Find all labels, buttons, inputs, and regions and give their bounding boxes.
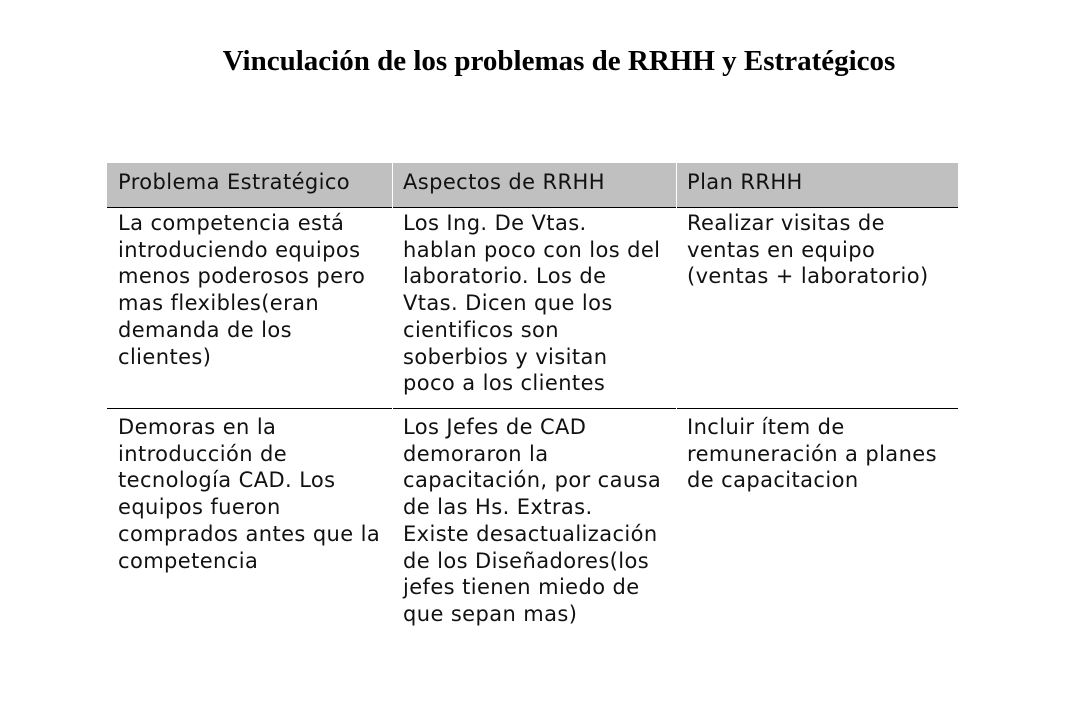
slide-title: Vinculación de los problemas de RRHH y Estratégicos bbox=[222, 45, 896, 77]
row2-problema: Demoras en la introducción de tecnología CAD. Los equipos fueron comprados antes que la competencia bbox=[118, 415, 381, 573]
row1-problema: La competencia está introduciendo equipos menos poderosos pero mas flexibles(eran demanda de los clientes) bbox=[118, 211, 366, 369]
column-divider bbox=[676, 163, 677, 641]
row1-aspectos: Los Ing. De Vtas. hablan poco con los del laboratorio. Los de Vtas. Dicen que los cientificos son soberbios y visitan poco a los clientes bbox=[403, 211, 661, 396]
row2-plan: Incluir ítem de remuneración a planes de capacitacion bbox=[687, 415, 937, 493]
row-divider bbox=[107, 408, 958, 409]
column-divider bbox=[392, 163, 393, 641]
header-divider bbox=[107, 207, 958, 208]
header-aspectos-rrhh: Aspectos de RRHH bbox=[403, 170, 605, 194]
header-problema-estrategico: Problema Estratégico bbox=[118, 170, 351, 194]
header-plan-rrhh: Plan RRHH bbox=[687, 170, 803, 194]
row2-aspectos: Los Jefes de CAD demoraron la capacitación, por causa de las Hs. Extras. Existe desactualización de los Diseñadores(los jefes tienen miedo de que sepan mas) bbox=[403, 415, 662, 626]
row1-plan: Realizar visitas de ventas en equipo (ventas + laboratorio) bbox=[687, 211, 929, 289]
